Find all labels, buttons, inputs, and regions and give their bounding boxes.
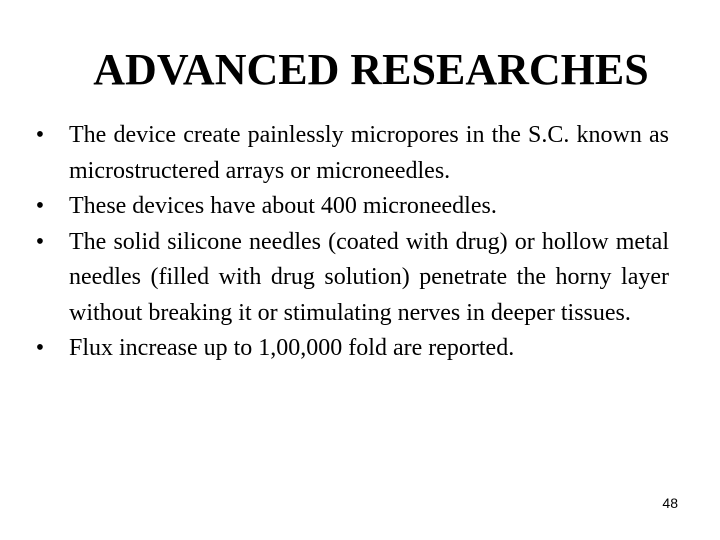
bullet-text: The device create painlessly micropores in the S.C. known as microstructered arrays or microneedles. bbox=[69, 122, 669, 184]
bullet-marker: • bbox=[35, 335, 45, 361]
bullet-item bbox=[30, 331, 669, 367]
bullet-item bbox=[30, 225, 669, 332]
bullet-marker: • bbox=[35, 228, 45, 255]
bullet-text: These devices have about 400 microneedles. bbox=[69, 193, 497, 219]
bullet-marker: • bbox=[35, 193, 45, 219]
bullet-text: Flux increase up to 1,00,000 fold are reported. bbox=[69, 335, 515, 361]
bullet-list bbox=[30, 118, 669, 367]
bullet-item bbox=[30, 189, 669, 225]
bullet-text: The solid silicone needles (coated with drug) or hollow metal needles (filled with drug solution) penetrate the horny layer without breaking it or stimulating nerves in deeper tissues. bbox=[69, 228, 669, 326]
slide-title: ADVANCED RESEARCHES bbox=[93, 45, 649, 94]
bullet-marker: • bbox=[35, 122, 45, 148]
page-number: 48 bbox=[662, 495, 678, 511]
bullet-item bbox=[30, 118, 669, 189]
